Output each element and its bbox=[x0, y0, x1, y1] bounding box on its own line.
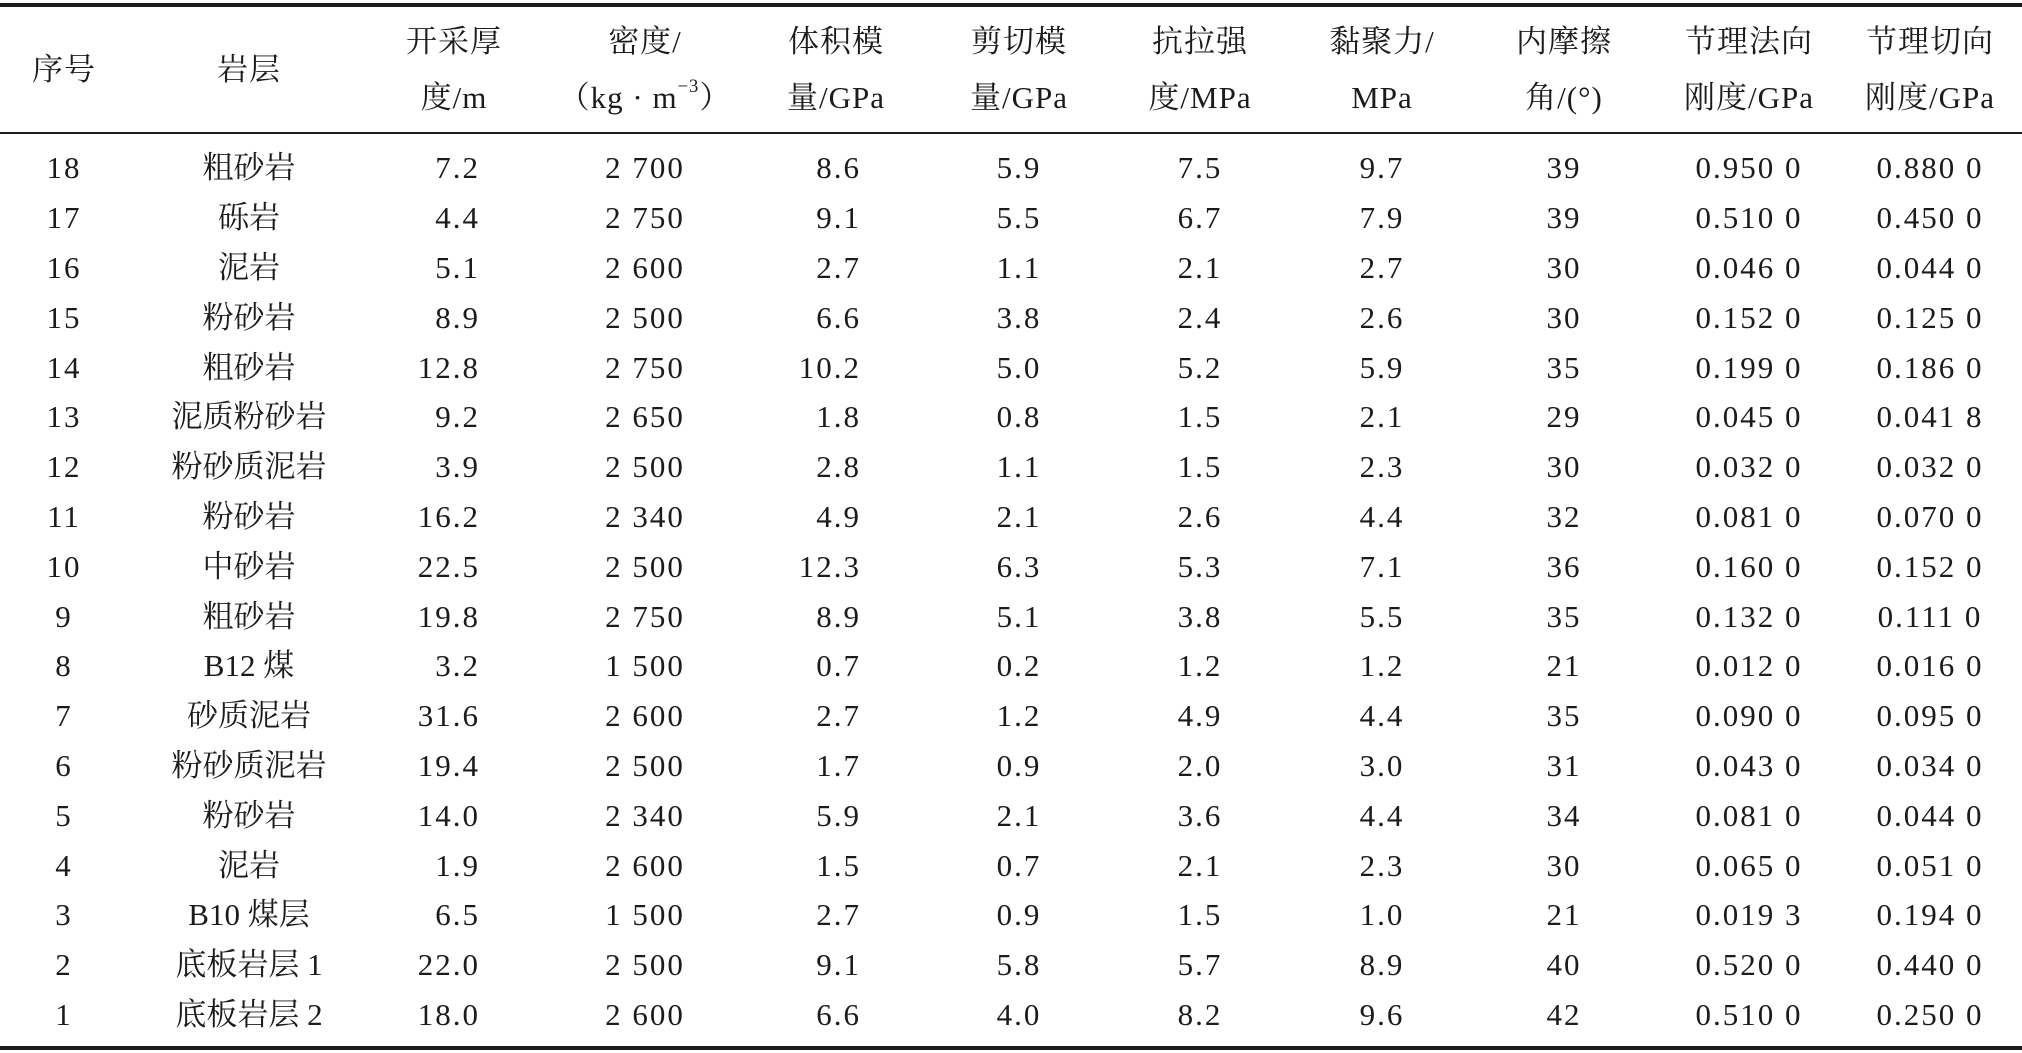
cell-layer: 底板岩层 2 bbox=[175, 996, 323, 1032]
cell-thickness: 22.0 bbox=[417, 947, 480, 983]
cell-bulk-modulus: 1.7 bbox=[816, 747, 861, 783]
cell-shear-modulus: 5.8 bbox=[996, 947, 1042, 983]
table-row bbox=[0, 840, 2022, 890]
table-row bbox=[0, 243, 2022, 293]
cell-density: 1 500 bbox=[605, 648, 685, 684]
cell-cohesion: 8.9 bbox=[1359, 947, 1405, 983]
cell-normal-stiffness: 0.012 0 bbox=[1695, 648, 1803, 684]
cell-bulk-modulus: 6.6 bbox=[816, 996, 861, 1032]
cell-normal-stiffness: 0.132 0 bbox=[1695, 598, 1803, 634]
cell-shear-stiffness: 0.152 0 bbox=[1876, 548, 1984, 584]
cell-shear-modulus: 1.2 bbox=[996, 698, 1042, 734]
cell-normal-stiffness: 0.081 0 bbox=[1695, 498, 1803, 534]
cell-density: 2 750 bbox=[605, 598, 685, 634]
cell-thickness: 19.4 bbox=[417, 747, 480, 783]
header-layer-label: 岩层 bbox=[217, 51, 281, 87]
cell-thickness: 16.2 bbox=[417, 498, 480, 534]
cell-index: 6 bbox=[55, 747, 73, 783]
header-bulk-modulus bbox=[752, 7, 920, 132]
table-row bbox=[0, 591, 2022, 641]
cell-layer: B12 煤 bbox=[203, 648, 295, 684]
header-cohesion-line2: MPa bbox=[1351, 79, 1413, 115]
cell-layer: 泥质粉砂岩 bbox=[171, 399, 327, 435]
cell-thickness: 22.5 bbox=[417, 548, 480, 584]
cell-friction-angle: 40 bbox=[1546, 947, 1582, 983]
cell-density: 2 500 bbox=[605, 299, 685, 335]
table-bottom-rule bbox=[0, 1046, 2022, 1050]
cell-bulk-modulus: 9.1 bbox=[816, 200, 861, 236]
header-row bbox=[0, 7, 2022, 132]
header-tensile-strength bbox=[1118, 7, 1282, 132]
cell-friction-angle: 42 bbox=[1546, 996, 1582, 1032]
cell-index: 4 bbox=[55, 847, 73, 883]
cell-normal-stiffness: 0.032 0 bbox=[1695, 449, 1803, 485]
cell-thickness: 18.0 bbox=[417, 996, 480, 1032]
header-density-exponent: −3 bbox=[677, 76, 700, 98]
cell-cohesion: 2.7 bbox=[1359, 249, 1405, 285]
cell-cohesion: 2.3 bbox=[1359, 847, 1405, 883]
cell-shear-modulus: 6.3 bbox=[996, 548, 1042, 584]
cell-bulk-modulus: 9.1 bbox=[816, 947, 861, 983]
header-index-label: 序号 bbox=[32, 51, 96, 87]
cell-friction-angle: 39 bbox=[1546, 200, 1582, 236]
header-thickness-line1: 开采厚 bbox=[406, 23, 502, 59]
cell-tensile-strength: 1.5 bbox=[1177, 897, 1223, 933]
cell-tensile-strength: 2.1 bbox=[1177, 847, 1223, 883]
cell-bulk-modulus: 2.8 bbox=[816, 449, 861, 485]
cell-density: 2 600 bbox=[605, 249, 685, 285]
header-density-line1: 密度/ bbox=[608, 23, 682, 59]
cell-tensile-strength: 7.5 bbox=[1177, 150, 1223, 186]
cell-index: 16 bbox=[46, 249, 82, 285]
cell-cohesion: 7.9 bbox=[1359, 200, 1405, 236]
cell-shear-modulus: 1.1 bbox=[996, 249, 1042, 285]
cell-bulk-modulus: 2.7 bbox=[816, 698, 861, 734]
cell-shear-stiffness: 0.880 0 bbox=[1876, 150, 1984, 186]
cell-bulk-modulus: 1.8 bbox=[816, 399, 861, 435]
cell-shear-modulus: 2.1 bbox=[996, 498, 1042, 534]
cell-density: 2 340 bbox=[605, 498, 685, 534]
cell-shear-stiffness: 0.125 0 bbox=[1876, 299, 1984, 335]
cell-shear-stiffness: 0.095 0 bbox=[1876, 698, 1984, 734]
header-cohesion-line1: 黏聚力/ bbox=[1329, 23, 1435, 59]
cell-cohesion: 1.0 bbox=[1359, 897, 1405, 933]
cell-index: 9 bbox=[55, 598, 73, 634]
cell-friction-angle: 21 bbox=[1546, 897, 1582, 933]
cell-cohesion: 9.7 bbox=[1359, 150, 1405, 186]
cell-tensile-strength: 6.7 bbox=[1177, 200, 1223, 236]
cell-bulk-modulus: 8.6 bbox=[816, 150, 861, 186]
cell-friction-angle: 30 bbox=[1546, 847, 1582, 883]
data-table-body bbox=[0, 143, 2022, 1039]
cell-bulk-modulus: 10.2 bbox=[798, 349, 861, 385]
cell-shear-modulus: 5.1 bbox=[996, 598, 1042, 634]
header-bulk-modulus-line2: 量/GPa bbox=[787, 79, 885, 115]
cell-bulk-modulus: 1.5 bbox=[816, 847, 861, 883]
cell-normal-stiffness: 0.046 0 bbox=[1695, 249, 1803, 285]
cell-thickness: 3.2 bbox=[435, 648, 480, 684]
cell-normal-stiffness: 0.520 0 bbox=[1695, 947, 1803, 983]
table-row bbox=[0, 890, 2022, 940]
cell-thickness: 12.8 bbox=[417, 349, 480, 385]
cell-normal-stiffness: 0.090 0 bbox=[1695, 698, 1803, 734]
table-row bbox=[0, 641, 2022, 691]
table-row bbox=[0, 392, 2022, 442]
cell-index: 3 bbox=[55, 897, 73, 933]
cell-tensile-strength: 2.4 bbox=[1177, 299, 1223, 335]
cell-normal-stiffness: 0.043 0 bbox=[1695, 747, 1803, 783]
cell-thickness: 6.5 bbox=[435, 897, 480, 933]
cell-shear-modulus: 0.8 bbox=[996, 399, 1042, 435]
cell-shear-stiffness: 0.070 0 bbox=[1876, 498, 1984, 534]
cell-cohesion: 4.4 bbox=[1359, 698, 1405, 734]
cell-cohesion: 2.6 bbox=[1359, 299, 1405, 335]
cell-shear-stiffness: 0.051 0 bbox=[1876, 847, 1984, 883]
cell-friction-angle: 32 bbox=[1546, 498, 1582, 534]
cell-index: 8 bbox=[55, 648, 73, 684]
cell-tensile-strength: 2.6 bbox=[1177, 498, 1223, 534]
cell-normal-stiffness: 0.045 0 bbox=[1695, 399, 1803, 435]
cell-density: 2 600 bbox=[605, 996, 685, 1032]
cell-tensile-strength: 1.5 bbox=[1177, 449, 1223, 485]
cell-shear-stiffness: 0.450 0 bbox=[1876, 200, 1984, 236]
cell-friction-angle: 35 bbox=[1546, 698, 1582, 734]
cell-index: 11 bbox=[47, 498, 81, 534]
header-density-line2 bbox=[538, 70, 752, 126]
table-header bbox=[0, 7, 2022, 132]
header-friction-angle-line2: 角/(°) bbox=[1525, 79, 1603, 115]
header-friction-angle bbox=[1482, 7, 1646, 132]
cell-shear-stiffness: 0.194 0 bbox=[1876, 897, 1984, 933]
cell-normal-stiffness: 0.081 0 bbox=[1695, 797, 1803, 833]
cell-density: 2 750 bbox=[605, 200, 685, 236]
cell-layer: 粉砂质泥岩 bbox=[171, 747, 327, 783]
cell-layer: 砂质泥岩 bbox=[187, 698, 311, 734]
cell-density: 2 600 bbox=[605, 698, 685, 734]
cell-layer: 粗砂岩 bbox=[202, 349, 296, 385]
cell-cohesion: 7.1 bbox=[1359, 548, 1405, 584]
cell-friction-angle: 30 bbox=[1546, 449, 1582, 485]
cell-tensile-strength: 1.5 bbox=[1177, 399, 1223, 435]
cell-index: 2 bbox=[55, 947, 73, 983]
cell-friction-angle: 39 bbox=[1546, 150, 1582, 186]
table-row bbox=[0, 143, 2022, 193]
cell-normal-stiffness: 0.199 0 bbox=[1695, 349, 1803, 385]
header-rule bbox=[0, 132, 2022, 134]
header-tensile-strength-line1: 抗拉强 bbox=[1152, 23, 1248, 59]
header-thickness-line2: 度/m bbox=[420, 79, 488, 115]
header-shear-modulus bbox=[920, 7, 1118, 132]
cell-index: 7 bbox=[55, 698, 73, 734]
cell-shear-stiffness: 0.044 0 bbox=[1876, 249, 1984, 285]
cell-thickness: 9.2 bbox=[435, 399, 480, 435]
cell-friction-angle: 21 bbox=[1546, 648, 1582, 684]
header-shear-stiffness-line1: 节理切向 bbox=[1866, 23, 1994, 59]
table-row bbox=[0, 292, 2022, 342]
header-normal-stiffness bbox=[1646, 7, 1852, 132]
cell-cohesion: 4.4 bbox=[1359, 797, 1405, 833]
cell-shear-stiffness: 0.034 0 bbox=[1876, 747, 1984, 783]
cell-shear-modulus: 1.1 bbox=[996, 449, 1042, 485]
cell-thickness: 3.9 bbox=[435, 449, 480, 485]
header-layer bbox=[128, 7, 370, 132]
cell-density: 2 500 bbox=[605, 449, 685, 485]
cell-layer: B10 煤层 bbox=[188, 897, 310, 933]
cell-cohesion: 2.1 bbox=[1359, 399, 1405, 435]
cell-normal-stiffness: 0.510 0 bbox=[1695, 200, 1803, 236]
cell-layer: 中砂岩 bbox=[202, 548, 296, 584]
cell-friction-angle: 34 bbox=[1546, 797, 1582, 833]
cell-cohesion: 4.4 bbox=[1359, 498, 1405, 534]
cell-shear-modulus: 5.0 bbox=[996, 349, 1042, 385]
cell-tensile-strength: 1.2 bbox=[1177, 648, 1223, 684]
cell-density: 2 600 bbox=[605, 847, 685, 883]
cell-thickness: 4.4 bbox=[435, 200, 480, 236]
header-tensile-strength-line2: 度/MPa bbox=[1148, 79, 1252, 115]
cell-thickness: 19.8 bbox=[417, 598, 480, 634]
cell-friction-angle: 30 bbox=[1546, 249, 1582, 285]
header-density-close: ） bbox=[699, 79, 732, 115]
cell-thickness: 7.2 bbox=[435, 150, 480, 186]
table-row bbox=[0, 790, 2022, 840]
cell-index: 12 bbox=[46, 449, 82, 485]
cell-bulk-modulus: 4.9 bbox=[816, 498, 861, 534]
cell-bulk-modulus: 2.7 bbox=[816, 249, 861, 285]
table-row bbox=[0, 940, 2022, 990]
cell-tensile-strength: 4.9 bbox=[1177, 698, 1223, 734]
cell-index: 15 bbox=[46, 299, 82, 335]
cell-tensile-strength: 5.3 bbox=[1177, 548, 1223, 584]
cell-cohesion: 3.0 bbox=[1359, 747, 1405, 783]
cell-shear-stiffness: 0.016 0 bbox=[1876, 648, 1984, 684]
cell-density: 2 340 bbox=[605, 797, 685, 833]
header-shear-stiffness-line2: 刚度/GPa bbox=[1865, 79, 1995, 115]
table-row bbox=[0, 492, 2022, 542]
cell-cohesion: 9.6 bbox=[1359, 996, 1405, 1032]
header-shear-stiffness bbox=[1852, 7, 2022, 132]
table-row bbox=[0, 741, 2022, 791]
cell-cohesion: 2.3 bbox=[1359, 449, 1405, 485]
cell-tensile-strength: 2.1 bbox=[1177, 249, 1223, 285]
cell-shear-modulus: 0.9 bbox=[996, 897, 1042, 933]
cell-thickness: 5.1 bbox=[435, 249, 480, 285]
cell-density: 2 750 bbox=[605, 349, 685, 385]
cell-index: 13 bbox=[46, 399, 82, 435]
cell-bulk-modulus: 6.6 bbox=[816, 299, 861, 335]
cell-index: 14 bbox=[46, 349, 82, 385]
table-row bbox=[0, 691, 2022, 741]
cell-layer: 底板岩层 1 bbox=[175, 947, 323, 983]
cell-tensile-strength: 5.7 bbox=[1177, 947, 1223, 983]
header-shear-modulus-line1: 剪切模 bbox=[971, 23, 1067, 59]
table-rows bbox=[0, 143, 2022, 1039]
cell-shear-modulus: 0.9 bbox=[996, 747, 1042, 783]
cell-layer: 粉砂岩 bbox=[202, 299, 296, 335]
cell-thickness: 14.0 bbox=[417, 797, 480, 833]
table-row bbox=[0, 342, 2022, 392]
cell-tensile-strength: 3.6 bbox=[1177, 797, 1223, 833]
header-friction-angle-line1: 内摩擦 bbox=[1516, 23, 1612, 59]
cell-bulk-modulus: 2.7 bbox=[816, 897, 861, 933]
cell-index: 17 bbox=[46, 200, 82, 236]
cell-index: 1 bbox=[55, 996, 73, 1032]
cell-friction-angle: 36 bbox=[1546, 548, 1582, 584]
cell-thickness: 1.9 bbox=[435, 847, 480, 883]
cell-bulk-modulus: 5.9 bbox=[816, 797, 861, 833]
cell-shear-modulus: 5.9 bbox=[996, 150, 1042, 186]
cell-cohesion: 1.2 bbox=[1359, 648, 1405, 684]
cell-friction-angle: 31 bbox=[1546, 747, 1582, 783]
cell-shear-modulus: 5.5 bbox=[996, 200, 1042, 236]
cell-friction-angle: 35 bbox=[1546, 598, 1582, 634]
cell-layer: 粗砂岩 bbox=[202, 150, 296, 186]
header-cohesion bbox=[1282, 7, 1482, 132]
cell-friction-angle: 29 bbox=[1546, 399, 1582, 435]
header-normal-stiffness-line1: 节理法向 bbox=[1685, 23, 1813, 59]
cell-layer: 泥岩 bbox=[218, 847, 280, 883]
cell-tensile-strength: 8.2 bbox=[1177, 996, 1223, 1032]
cell-shear-stiffness: 0.041 8 bbox=[1876, 399, 1984, 435]
cell-shear-modulus: 4.0 bbox=[996, 996, 1042, 1032]
cell-density: 2 500 bbox=[605, 548, 685, 584]
cell-layer: 粉砂岩 bbox=[202, 498, 296, 534]
cell-layer: 粉砂岩 bbox=[202, 797, 296, 833]
cell-normal-stiffness: 0.510 0 bbox=[1695, 996, 1803, 1032]
cell-cohesion: 5.9 bbox=[1359, 349, 1405, 385]
cell-shear-modulus: 0.7 bbox=[996, 847, 1042, 883]
cell-density: 2 500 bbox=[605, 747, 685, 783]
cell-normal-stiffness: 0.950 0 bbox=[1695, 150, 1803, 186]
table-row bbox=[0, 442, 2022, 492]
header-density bbox=[538, 7, 752, 132]
cell-cohesion: 5.5 bbox=[1359, 598, 1405, 634]
cell-layer: 粗砂岩 bbox=[202, 598, 296, 634]
header-shear-modulus-line2: 量/GPa bbox=[970, 79, 1068, 115]
cell-shear-stiffness: 0.032 0 bbox=[1876, 449, 1984, 485]
cell-friction-angle: 35 bbox=[1546, 349, 1582, 385]
header-bulk-modulus-line1: 体积模 bbox=[788, 23, 884, 59]
cell-normal-stiffness: 0.152 0 bbox=[1695, 299, 1803, 335]
table-row bbox=[0, 541, 2022, 591]
cell-index: 18 bbox=[46, 150, 82, 186]
cell-thickness: 8.9 bbox=[435, 299, 480, 335]
cell-bulk-modulus: 12.3 bbox=[798, 548, 861, 584]
cell-tensile-strength: 2.0 bbox=[1177, 747, 1223, 783]
cell-density: 2 500 bbox=[605, 947, 685, 983]
table-row bbox=[0, 193, 2022, 243]
cell-density: 1 500 bbox=[605, 897, 685, 933]
cell-density: 2 700 bbox=[605, 150, 685, 186]
cell-thickness: 31.6 bbox=[417, 698, 480, 734]
cell-index: 5 bbox=[55, 797, 73, 833]
cell-layer: 砾岩 bbox=[218, 200, 280, 236]
cell-shear-modulus: 0.2 bbox=[996, 648, 1042, 684]
cell-density: 2 650 bbox=[605, 399, 685, 435]
table-row bbox=[0, 990, 2022, 1040]
header-normal-stiffness-line2: 刚度/GPa bbox=[1684, 79, 1814, 115]
cell-normal-stiffness: 0.019 3 bbox=[1695, 897, 1803, 933]
cell-layer: 泥岩 bbox=[218, 249, 280, 285]
cell-shear-stiffness: 0.186 0 bbox=[1876, 349, 1984, 385]
cell-bulk-modulus: 8.9 bbox=[816, 598, 861, 634]
cell-tensile-strength: 5.2 bbox=[1177, 349, 1223, 385]
cell-normal-stiffness: 0.065 0 bbox=[1695, 847, 1803, 883]
cell-index: 10 bbox=[46, 548, 82, 584]
cell-bulk-modulus: 0.7 bbox=[816, 648, 861, 684]
cell-shear-stiffness: 0.044 0 bbox=[1876, 797, 1984, 833]
header-thickness bbox=[370, 7, 538, 132]
cell-shear-modulus: 3.8 bbox=[996, 299, 1042, 335]
header-index bbox=[0, 7, 128, 132]
cell-shear-stiffness: 0.250 0 bbox=[1876, 996, 1984, 1032]
cell-shear-stiffness: 0.440 0 bbox=[1876, 947, 1984, 983]
cell-shear-modulus: 2.1 bbox=[996, 797, 1042, 833]
cell-shear-stiffness: 0.111 0 bbox=[1877, 598, 1983, 634]
cell-normal-stiffness: 0.160 0 bbox=[1695, 548, 1803, 584]
header-density-unit: （kg · m bbox=[558, 79, 678, 115]
cell-layer: 粉砂质泥岩 bbox=[171, 449, 327, 485]
cell-tensile-strength: 3.8 bbox=[1177, 598, 1223, 634]
cell-friction-angle: 30 bbox=[1546, 299, 1582, 335]
